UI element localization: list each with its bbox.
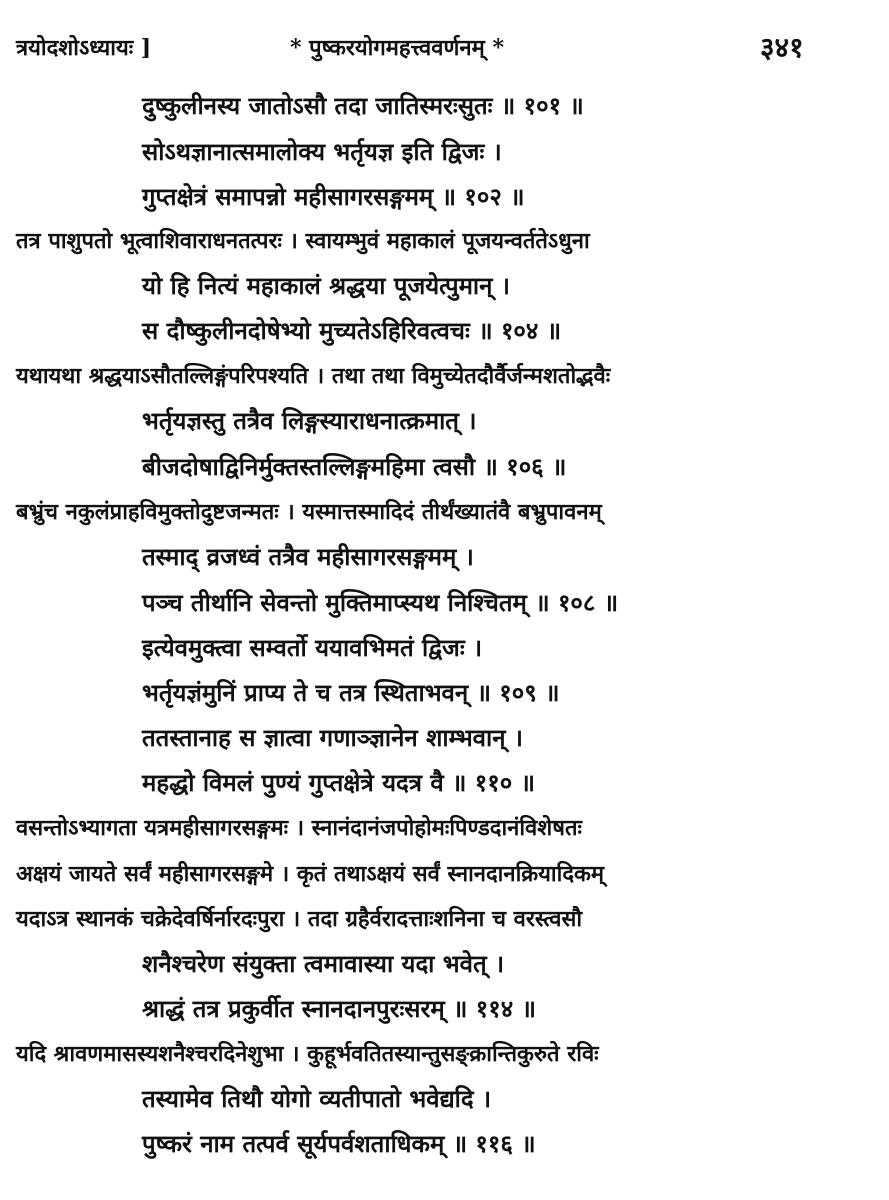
verse-line: सोऽथज्ञानात्समालोक्य भर्तृयज्ञ इति द्विजः ।	[142, 137, 502, 166]
verse-line: बीजदोषाद्विनिर्मुक्तस्तल्लिङ्गमहिमा त्वसौ ॥ १०६ ॥	[142, 452, 567, 481]
verse-line: भर्तृयज्ञंमुनिं प्राप्य ते च तत्र स्थिताभवन् ॥ १०९ ॥	[142, 678, 560, 707]
verse-line: तस्यामेव तिथौ योगो व्यतीपातो भवेद्यदि ।	[142, 1084, 492, 1113]
verse-line: यदाऽत्र स्थानकं चक्रेदेवर्षिर्नारदःपुरा । तदा ग्रहैर्वरादत्ताःशनिना च वरस्त्वसौ	[16, 906, 583, 932]
verse-line: शनैश्चरेण संयुक्ता त्वमावास्या यदा भवेत् ।	[142, 949, 505, 978]
verse-line: श्राद्धं तत्र प्रकुर्वीत स्नानदानपुरःसरम् ॥ ११४ ॥	[142, 994, 536, 1023]
verse-line: इत्येवमुक्त्वा सम्वर्तो ययावभिमतं द्विजः ।	[142, 633, 483, 662]
page-number: ३४१	[760, 31, 804, 64]
verse-line: पुष्करं नाम तत्पर्व सूर्यपर्वशताधिकम् ॥ ११६ ॥	[142, 1129, 536, 1158]
verse-line: पञ्च तीर्थानि सेवन्तो मुक्तिमाप्स्यथ निश्चितम् ॥ १०८ ॥	[142, 588, 619, 617]
verse-line: महद्धो विमलं पुण्यं गुप्तक्षेत्रे यदत्र वै ॥ ११० ॥	[142, 768, 535, 797]
verse-line: यथायथा श्रद्धयाऽसौतल्लिङ्गंपरिपश्यति । तथा तथा विमुच्येतदौर्वैर्जन्मशतोद्भवैः	[16, 363, 611, 389]
verse-line: गुप्तक्षेत्रं समापन्नो महीसागरसङ्गमम् ॥ १०२ ॥	[142, 182, 525, 211]
verse-line: यो हि नित्यं महाकालं श्रद्धया पूजयेत्पुमान् ।	[142, 271, 510, 300]
verse-line: भर्तृयज्ञस्तु तत्रैव लिङ्गस्याराधनात्क्रमात् ।	[142, 406, 477, 435]
verse-line: दुष्कुलीनस्य जातोऽसौ तदा जातिस्मरःसुतः ॥ १०१ ॥	[142, 91, 584, 120]
verse-line: यदि श्रावणमासस्यशनैश्चरदिनेशुभा । कुहूर्भवतितस्यान्तुसङ्क्रान्तिकुरुते रविः	[16, 1041, 599, 1067]
section-title: * पुष्करयोगमहत्त्ववर्णनम् *	[290, 35, 504, 61]
verse-line: बभ्रुंच नकुलंप्राहविमुक्तोदुष्टजन्मतः । यस्मात्तस्मादिदं तीर्थंख्यातंवै बभ्रुपावनम्	[16, 499, 602, 525]
verse-line: वसन्तोऽभ्यागता यत्रमहीसागरसङ्गमः । स्नानंदानंजपोहोमःपिण्डदानंविशेषतः	[16, 815, 582, 841]
verse-line: ततस्तानाह स ज्ञात्वा गणाञ्ज्ञानेन शाम्भवान् ।	[142, 723, 524, 752]
verse-line: तत्र पाशुपतो भूत्वाशिवाराधनतत्परः । स्वायम्भुवं महाकालं पूजयन्वर्ततेऽधुना	[16, 228, 590, 254]
verse-line: अक्षयं जायते सर्वं महीसागरसङ्गमे । कृतं तथाऽक्षयं सर्वं स्नानदानक्रियादिकम्	[16, 861, 605, 887]
chapter-heading: त्रयोदशोऽध्यायः ]	[16, 35, 152, 61]
page-header	[0, 22, 889, 70]
verse-line: तस्माद् व्रजध्वं तत्रैव महीसागरसङ्गमम् ।	[142, 542, 474, 571]
verse-line: स दौष्कुलीनदोषेभ्यो मुच्यतेऽहिरिवत्वचः ॥ १०४ ॥	[142, 316, 562, 345]
